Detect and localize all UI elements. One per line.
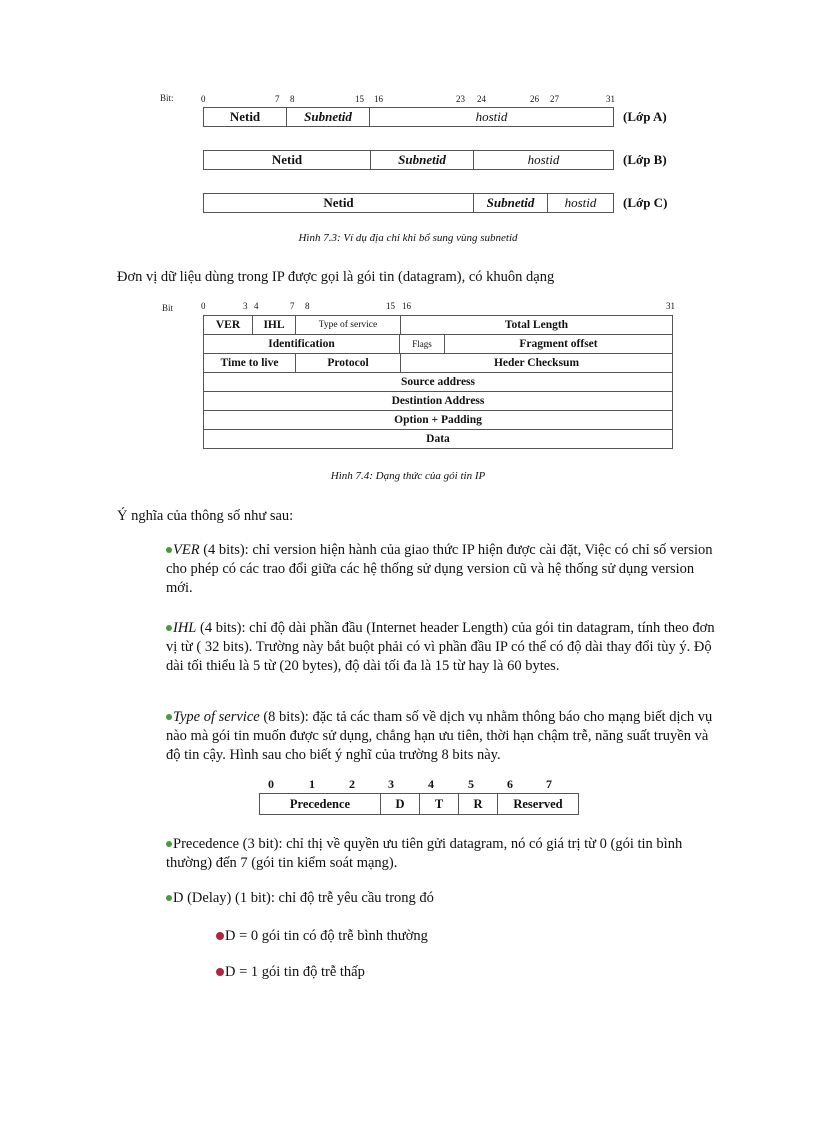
- protocol-field: Protocol: [296, 354, 401, 373]
- class-b-label: (Lớp B): [623, 152, 667, 167]
- description-text: (4 bits): chỉ độ dài phần đầu (Internet header Length) của gói tin datagram, tính theo đơn vị từ ( 32 bits). Trường này bắt buột phải có vì phần đầu IP có thể có độ dài thay đổi tùy ý. Độ dài tối thiểu là 5 từ (20 bytes), độ dài tối đa là 15 từ hay là 60 bytes.: [166, 620, 715, 674]
- bit-tick: 0: [201, 94, 206, 104]
- table-row: [204, 335, 673, 354]
- ver-field: VER: [204, 316, 253, 335]
- bit-tick: 7: [275, 94, 280, 104]
- bit-tick: 31: [606, 94, 615, 104]
- ip-header-table: [203, 410, 673, 430]
- ip-header-table: [203, 315, 673, 335]
- description-text: Precedence (3 bit): chỉ thị về quyền ưu tiên gửi datagram, nó có giá trị từ 0 (gói tin bình thường) đến 7 (gói tin kiểm soát mạng).: [166, 836, 683, 871]
- table-row: [204, 373, 673, 392]
- hostid-field: hostid: [564, 195, 597, 210]
- ip-header-table: [203, 391, 673, 411]
- bullet-icon: [166, 625, 172, 631]
- bit-tick: 3: [243, 301, 248, 311]
- total-length-field: Total Length: [401, 316, 673, 335]
- bit-tick: 16: [374, 94, 383, 104]
- tos-field: Type of service: [296, 316, 401, 335]
- bit-tick: 8: [290, 94, 295, 104]
- option-padding-field: Option + Padding: [204, 411, 673, 430]
- bit-tick: 0: [268, 777, 274, 791]
- figure-caption: Hình 7.4: Dạng thức của gói tin IP: [330, 470, 486, 482]
- class-c-label: (Lớp C): [623, 195, 668, 210]
- table-row: [204, 354, 673, 373]
- data-field: Data: [204, 430, 673, 449]
- reliability-cell: R: [459, 794, 498, 815]
- bit-tick: 7: [290, 301, 295, 311]
- ihl-field: IHL: [253, 316, 296, 335]
- bullet-icon: [216, 932, 224, 940]
- bit-tick: 7: [546, 777, 552, 791]
- bit-tick: 4: [428, 777, 434, 791]
- description-text: D = 0 gói tin có độ trễ bình thường: [225, 928, 428, 944]
- bullet-icon: [216, 968, 224, 976]
- bit-tick: 8: [305, 301, 310, 311]
- ip-header-table: [203, 372, 673, 392]
- bit-tick: 15: [386, 301, 395, 311]
- d0-item: [216, 927, 428, 946]
- bit-tick: 23: [456, 94, 465, 104]
- class-a-label: (Lớp A): [623, 109, 667, 124]
- term: VER: [173, 542, 200, 558]
- bit-tick: 5: [468, 777, 474, 791]
- bullet-icon: [166, 714, 172, 720]
- tos-description: [166, 708, 722, 765]
- delay-description: [166, 889, 722, 908]
- table-row: [204, 392, 673, 411]
- ip-header-table: [203, 429, 673, 449]
- term: Type of service: [173, 709, 260, 725]
- reserved-cell: Reserved: [498, 794, 579, 815]
- throughput-cell: T: [420, 794, 459, 815]
- ver-description: [166, 541, 722, 598]
- ihl-description: [166, 619, 722, 676]
- table-row: [204, 316, 673, 335]
- term: IHL: [173, 620, 197, 636]
- bit-tick: 2: [349, 777, 355, 791]
- bit-tick: 6: [507, 777, 513, 791]
- hostid-field: hostid: [475, 109, 508, 124]
- netid-field: Netid: [204, 151, 371, 169]
- source-address-field: Source address: [204, 373, 673, 392]
- class-b-row: [203, 150, 614, 170]
- description-text: D = 1 gói tin độ trễ thấp: [225, 964, 365, 980]
- netid-field: Netid: [204, 108, 287, 126]
- table-row: [204, 411, 673, 430]
- class-c-row: [203, 193, 614, 213]
- description-text: (4 bits): chỉ version hiện hành của giao thức IP hiện được cài đặt, Việc có chỉ số version cho phép có các trao đổi giữa các hệ thống sử dụng version cũ và hệ thống sử dụng version mới.: [166, 542, 713, 596]
- description-text: (8 bits): đặc tả các tham số về dịch vụ nhằm thông báo cho mạng biết dịch vụ nào mà gói tin muốn được sử dụng, chẳng hạn ưu tiên, thời hạn chậm trễ, năng suất truyền và độ tin cậy. Hình sau cho biết ý nghĩ của trường 8 bits này.: [166, 709, 713, 763]
- fragment-offset-field: Fragment offset: [445, 335, 673, 354]
- subnetid-field: Subnetid: [474, 194, 548, 212]
- ip-header-table: [203, 353, 673, 373]
- d1-item: [216, 963, 365, 982]
- bit-tick: 3: [388, 777, 394, 791]
- netid-field: Netid: [204, 194, 474, 212]
- table-row: [204, 430, 673, 449]
- description-text: D (Delay) (1 bit): chỉ độ trễ yêu cầu trong đó: [173, 890, 434, 906]
- precedence-cell: Precedence: [260, 794, 381, 815]
- identification-field: Identification: [204, 335, 400, 354]
- class-a-row: [203, 107, 614, 127]
- ip-header-table: [203, 334, 673, 354]
- ttl-field: Time to live: [204, 354, 296, 373]
- intro-paragraph: Đơn vị dữ liệu dùng trong IP được gọi là gói tin (datagram), có khuôn dạng: [117, 269, 555, 285]
- meaning-heading: Ý nghĩa của thông số như sau:: [117, 508, 294, 524]
- bit-tick: 15: [355, 94, 364, 104]
- bit-label: Bit: [162, 303, 174, 313]
- bullet-icon: [166, 547, 172, 553]
- bit-tick: 27: [550, 94, 559, 104]
- bullet-icon: [166, 895, 172, 901]
- subnetid-field: Subnetid: [287, 108, 370, 126]
- bit-tick: 16: [402, 301, 411, 311]
- flags-field: Flags: [400, 335, 445, 354]
- bit-tick: 4: [254, 301, 259, 311]
- figure-caption: Hình 7.3: Ví dụ địa chỉ khi bổ sung vùng subnetid: [298, 232, 518, 244]
- subnetid-field: Subnetid: [371, 151, 474, 169]
- bit-tick: 1: [309, 777, 315, 791]
- hostid-field: hostid: [527, 152, 560, 167]
- bit-tick: 26: [530, 94, 539, 104]
- bullet-icon: [166, 841, 172, 847]
- destination-address-field: Destintion Address: [204, 392, 673, 411]
- bit-tick: 31: [666, 301, 675, 311]
- precedence-description: [166, 835, 722, 873]
- tos-table: [259, 793, 579, 815]
- bit-tick: 0: [201, 301, 206, 311]
- checksum-field: Heder Checksum: [401, 354, 673, 373]
- delay-cell: D: [381, 794, 420, 815]
- bit-label: Bit:: [160, 93, 174, 103]
- bit-tick: 24: [477, 94, 486, 104]
- table-row: [260, 794, 579, 815]
